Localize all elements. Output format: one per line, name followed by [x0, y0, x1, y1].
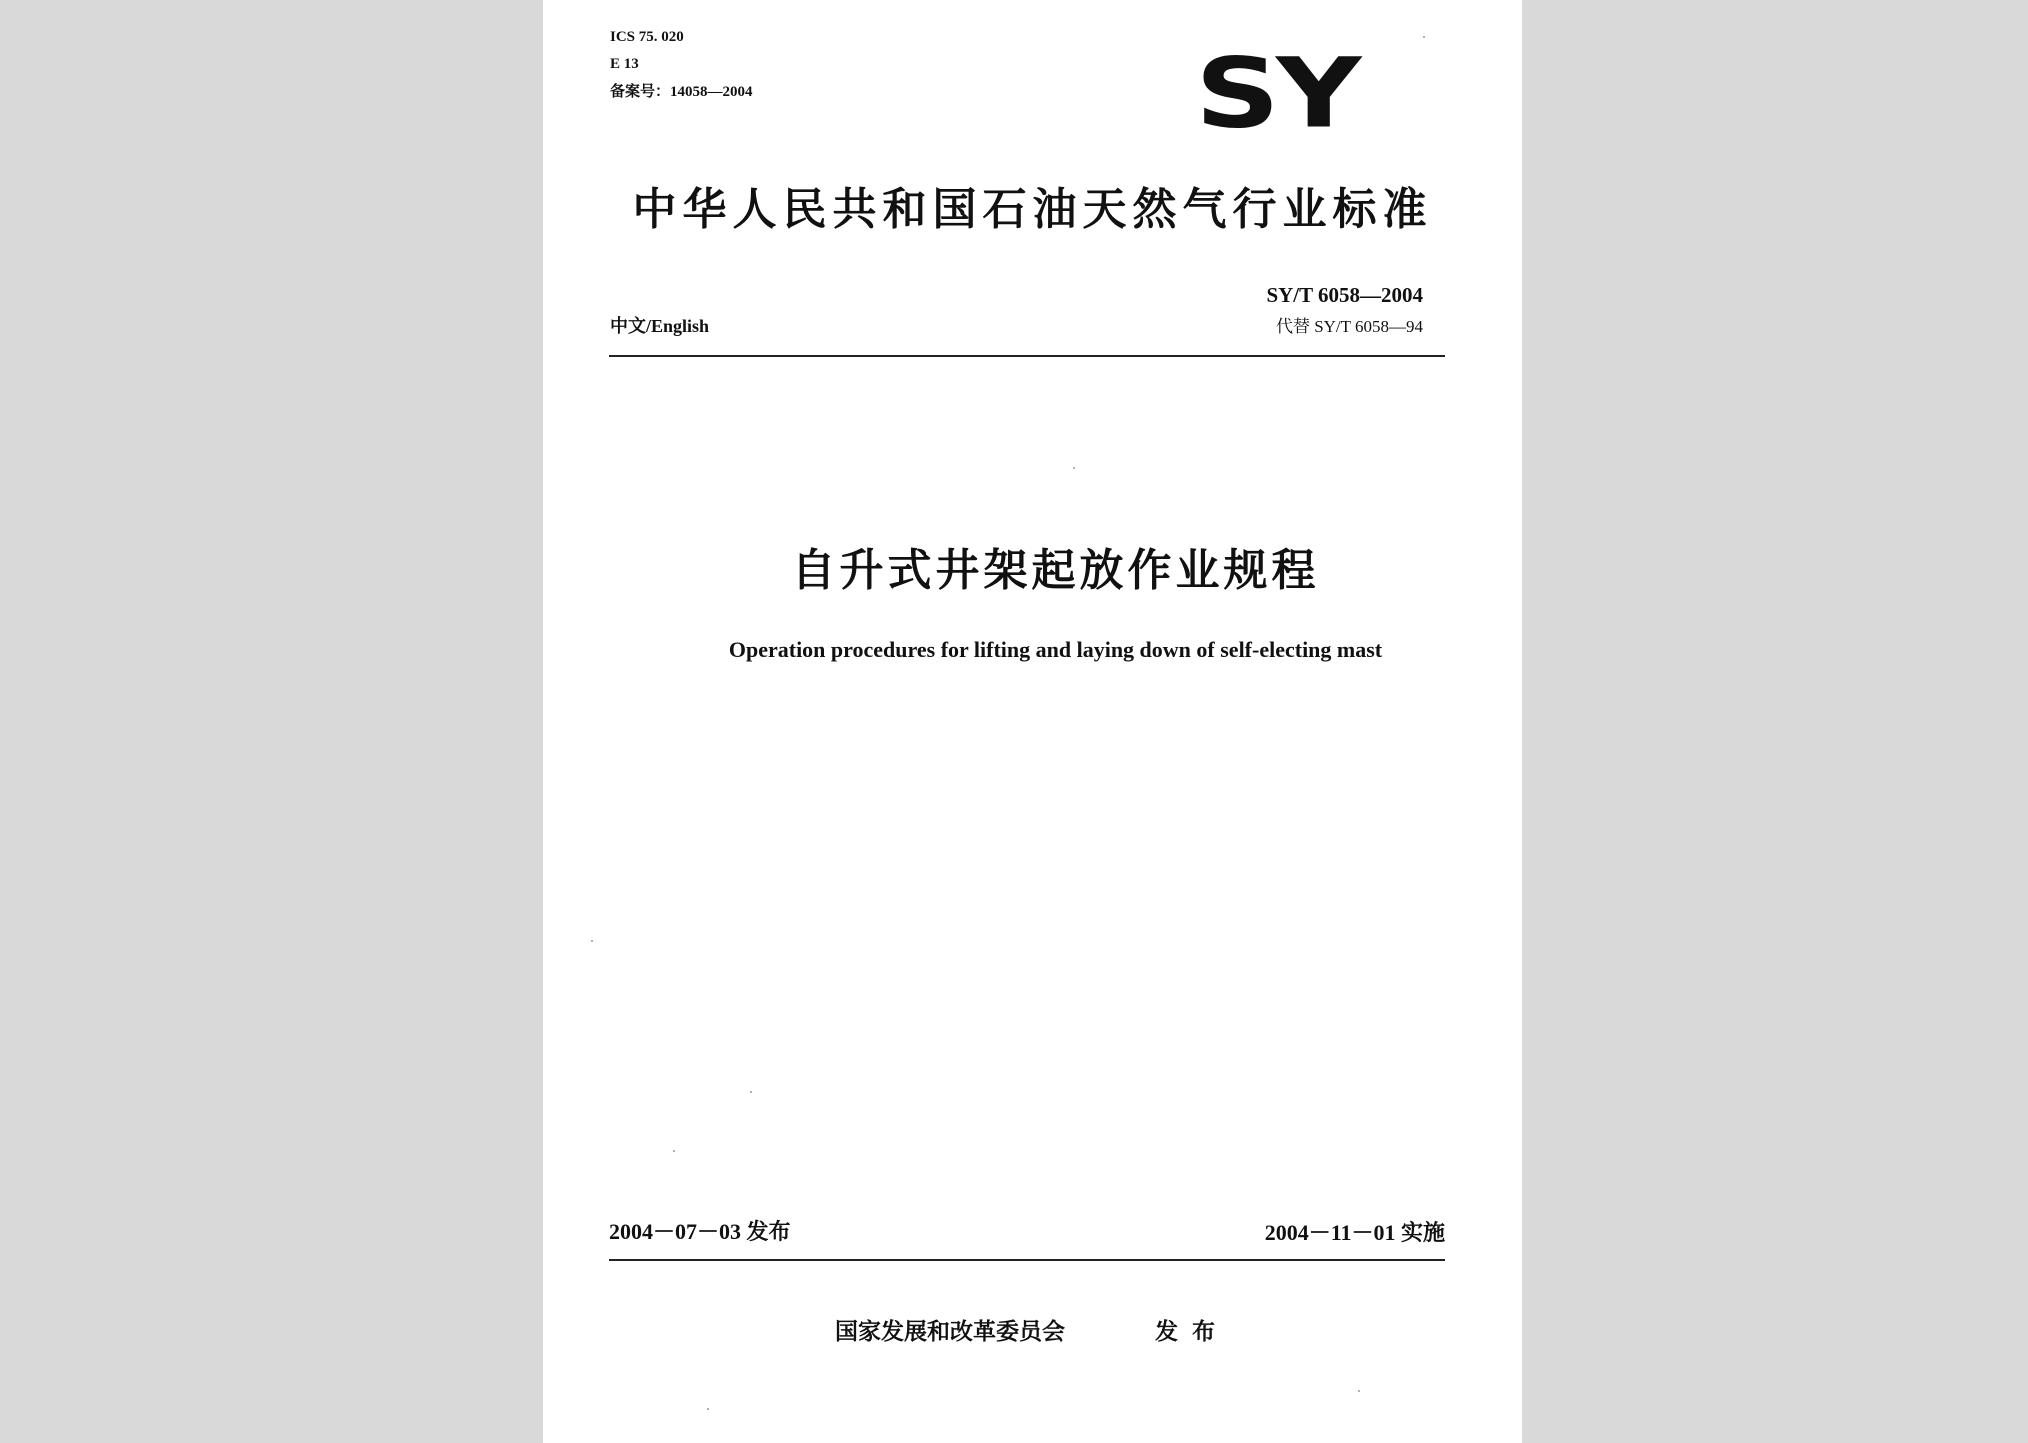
issuing-authority: 国家发展和改革委员会 — [835, 1319, 1065, 1345]
document-title-chinese: 自升式井架起放作业规程 — [791, 545, 1320, 596]
document-title-english: Operation procedures for lifting and laying down of self-electing mast — [728, 637, 1383, 662]
header-divider — [609, 355, 1445, 357]
replaces-standard: 代替 SY/T 6058—94 — [1275, 317, 1423, 336]
scan-speck — [673, 1150, 675, 1152]
scan-speck — [750, 1091, 752, 1093]
ccs-code: E 13 — [610, 56, 639, 72]
ics-code: ICS 75. 020 — [610, 29, 684, 45]
language-label: 中文/English — [610, 316, 710, 336]
issue-verb: 发布 — [1155, 1319, 1229, 1345]
scan-speck — [591, 940, 593, 942]
effective-date: 2004－11－01 实施 — [1264, 1220, 1445, 1245]
document-page — [543, 0, 1522, 1443]
scan-speck — [1073, 467, 1075, 469]
industry-standard-title: 中华人民共和国石油天然气行业标准 — [632, 184, 1433, 235]
scan-speck — [1423, 36, 1425, 38]
scan-speck — [707, 1408, 709, 1410]
sy-logo: SY — [1195, 36, 1358, 150]
footer-divider — [609, 1259, 1445, 1261]
scan-speck — [1358, 1390, 1360, 1392]
issue-date: 2004－07－03 发布 — [609, 1219, 791, 1244]
record-number: 备案号：14058—2004 — [610, 84, 753, 100]
standard-number: SY/T 6058—2004 — [1266, 283, 1423, 307]
